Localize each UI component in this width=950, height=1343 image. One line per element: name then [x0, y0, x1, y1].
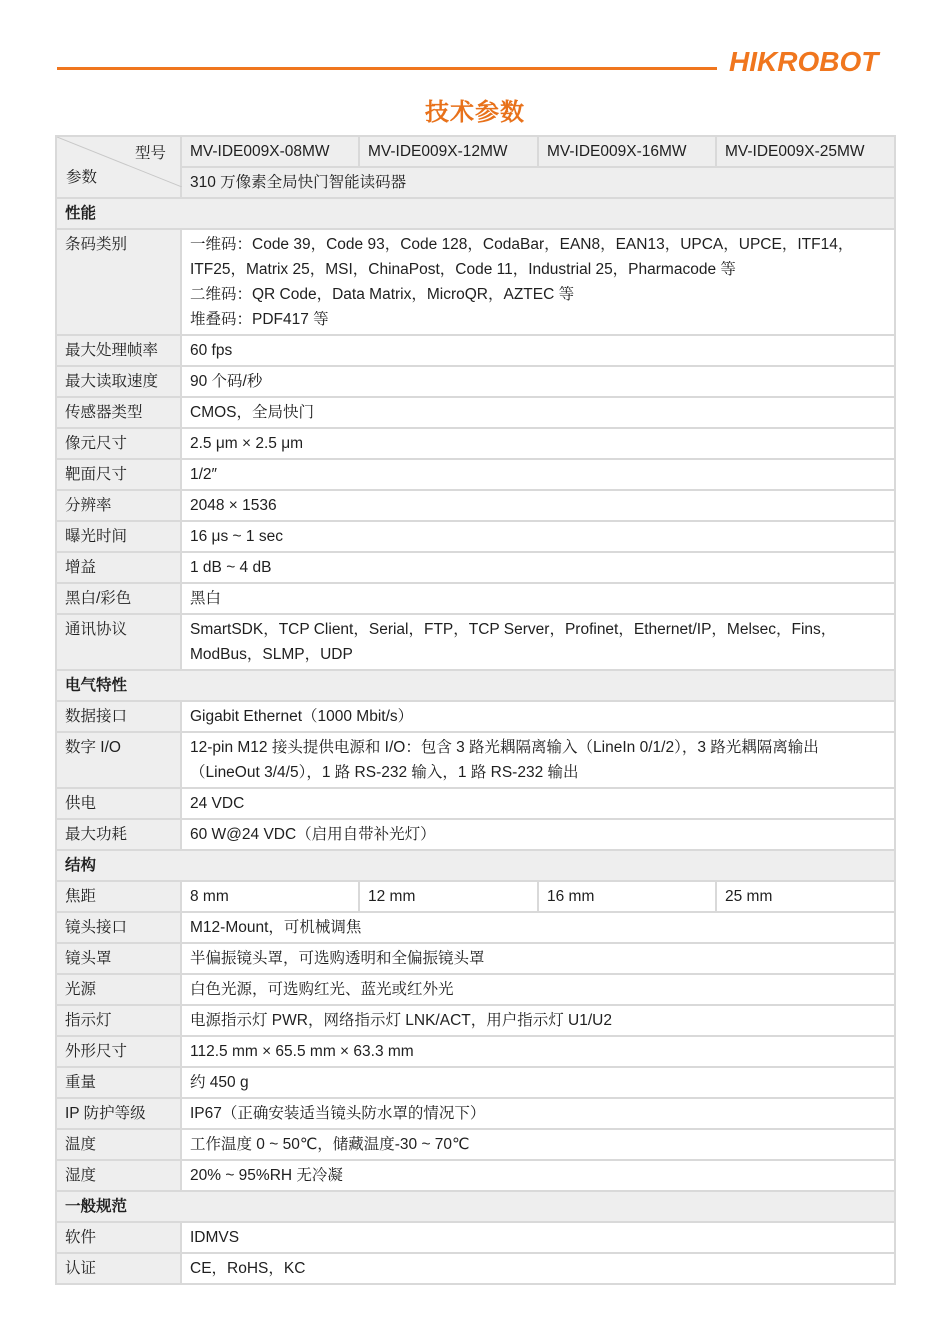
spec-value: 白色光源，可选购红光、蓝光或红外光 [181, 974, 895, 1005]
page-title: 技术参数 [425, 99, 525, 126]
product-description: 310 万像素全局快门智能读码器 [181, 167, 895, 198]
spec-value: 90 个码/秒 [181, 366, 895, 397]
spec-row [56, 881, 895, 912]
spec-value: IP67（正确安装适当镜头防水罩的情况下） [181, 1098, 895, 1129]
model-cell: MV-IDE009X-25MW [716, 136, 895, 167]
spec-label: 条码类别 [56, 229, 181, 335]
hikrobot-logo [727, 42, 902, 78]
spec-value: 60 W@24 VDC（启用自带补光灯） [181, 819, 895, 850]
spec-row [56, 1253, 895, 1284]
spec-value-line: （LineOut 3/4/5），1 路 RS-232 输入，1 路 RS-232 输出 [190, 764, 579, 781]
spec-value: 1/2″ [181, 459, 895, 490]
spec-value-line: ITF25，Matrix 25，MSI，ChinaPost，Code 11，Industrial 25，Pharmacode 等 [190, 261, 736, 278]
header-corner-cell [56, 136, 181, 198]
spec-label: 重量 [56, 1067, 181, 1098]
spec-value [181, 732, 895, 788]
spec-value: M12-Mount，可机械调焦 [181, 912, 895, 943]
spec-label: 像元尺寸 [56, 428, 181, 459]
spec-value: 24 VDC [181, 788, 895, 819]
spec-label: 增益 [56, 552, 181, 583]
model-label: 型号 [134, 145, 166, 162]
model-cell: MV-IDE009X-16MW [538, 136, 716, 167]
spec-row [56, 521, 895, 552]
spec-label: 最大处理帧率 [56, 335, 181, 366]
spec-label: 软件 [56, 1222, 181, 1253]
model-cell: MV-IDE009X-12MW [359, 136, 538, 167]
spec-row [56, 912, 895, 943]
spec-label: 认证 [56, 1253, 181, 1284]
section-header [56, 670, 895, 701]
section-title: 结构 [56, 850, 895, 881]
spec-label: 指示灯 [56, 1005, 181, 1036]
section-header [56, 1191, 895, 1222]
spec-row [56, 1222, 895, 1253]
spec-value: CMOS，全局快门 [181, 397, 895, 428]
spec-row [56, 819, 895, 850]
spec-row [56, 701, 895, 732]
spec-value-line: 堆叠码：PDF417 等 [190, 311, 329, 328]
spec-row [56, 552, 895, 583]
spec-label: 焦距 [56, 881, 181, 912]
spec-row [56, 732, 895, 788]
spec-row [56, 490, 895, 521]
spec-row [56, 583, 895, 614]
spec-row [56, 1005, 895, 1036]
spec-label: 黑白/彩色 [56, 583, 181, 614]
spec-value: 工作温度 0 ~ 50℃，储藏温度-30 ~ 70℃ [181, 1129, 895, 1160]
spec-value-line: 12-pin M12 接头提供电源和 I/O：包含 3 路光耦隔离输入（LineIn 0/1/2），3 路光耦隔离输出 [190, 739, 819, 756]
spec-label: 外形尺寸 [56, 1036, 181, 1067]
spec-label: 分辨率 [56, 490, 181, 521]
spec-label: 镜头罩 [56, 943, 181, 974]
section-header [56, 850, 895, 881]
spec-value: 约 450 g [181, 1067, 895, 1098]
focal-value: 16 mm [538, 881, 716, 912]
spec-value: 1 dB ~ 4 dB [181, 552, 895, 583]
logo-text: HIKROBOT [729, 46, 879, 77]
spec-value: 2048 × 1536 [181, 490, 895, 521]
spec-row [56, 614, 895, 670]
spec-row [56, 459, 895, 490]
spec-label: 曝光时间 [56, 521, 181, 552]
spec-value [181, 614, 895, 670]
spec-row [56, 366, 895, 397]
model-row [56, 136, 895, 167]
section-title: 电气特性 [56, 670, 895, 701]
spec-row [56, 1098, 895, 1129]
focal-value: 8 mm [181, 881, 359, 912]
spec-row [56, 974, 895, 1005]
spec-row [56, 397, 895, 428]
spec-row [56, 1036, 895, 1067]
section-header [56, 198, 895, 229]
spec-value: 20% ~ 95%RH 无冷凝 [181, 1160, 895, 1191]
spec-label: 数据接口 [56, 701, 181, 732]
spec-value: 黑白 [181, 583, 895, 614]
spec-row [56, 1067, 895, 1098]
focal-value: 25 mm [716, 881, 895, 912]
spec-value [181, 229, 895, 335]
spec-label: 温度 [56, 1129, 181, 1160]
spec-table [55, 135, 896, 1285]
spec-value: 2.5 μm × 2.5 μm [181, 428, 895, 459]
spec-value-line: ModBus，SLMP，UDP [190, 646, 353, 663]
spec-label: 靶面尺寸 [56, 459, 181, 490]
spec-value: 60 fps [181, 335, 895, 366]
section-title: 一般规范 [56, 1191, 895, 1222]
spec-row [56, 428, 895, 459]
param-label: 参数 [66, 169, 98, 186]
spec-label: 光源 [56, 974, 181, 1005]
spec-value: 半偏振镜头罩，可选购透明和全偏振镜头罩 [181, 943, 895, 974]
spec-value-line: SmartSDK，TCP Client，Serial，FTP，TCP Server，Profinet，Ethernet/IP，Melsec，Fins， [190, 621, 837, 638]
spec-value: 16 μs ~ 1 sec [181, 521, 895, 552]
model-cell: MV-IDE009X-08MW [181, 136, 359, 167]
spec-label: 镜头接口 [56, 912, 181, 943]
spec-row [56, 1129, 895, 1160]
spec-label: 传感器类型 [56, 397, 181, 428]
spec-value: 电源指示灯 PWR，网络指示灯 LNK/ACT，用户指示灯 U1/U2 [181, 1005, 895, 1036]
spec-label: 通讯协议 [56, 614, 181, 670]
header-accent-line [57, 67, 717, 70]
spec-row [56, 1160, 895, 1191]
spec-row [56, 943, 895, 974]
spec-value: Gigabit Ethernet（1000 Mbit/s） [181, 701, 895, 732]
spec-row [56, 335, 895, 366]
spec-label: IP 防护等级 [56, 1098, 181, 1129]
spec-value-line: 一维码：Code 39，Code 93，Code 128，CodaBar，EAN8，EAN13，UPCA，UPCE，ITF14， [190, 236, 854, 253]
spec-value: CE，RoHS，KC [181, 1253, 895, 1284]
spec-value: IDMVS [181, 1222, 895, 1253]
spec-label: 数字 I/O [56, 732, 181, 788]
spec-label: 供电 [56, 788, 181, 819]
spec-row [56, 788, 895, 819]
section-title: 性能 [56, 198, 895, 229]
focal-value: 12 mm [359, 881, 538, 912]
spec-value-line: 二维码：QR Code，Data Matrix，MicroQR，AZTEC 等 [190, 286, 575, 303]
spec-row [56, 229, 895, 335]
spec-label: 最大读取速度 [56, 366, 181, 397]
spec-value: 112.5 mm × 65.5 mm × 63.3 mm [181, 1036, 895, 1067]
spec-label: 湿度 [56, 1160, 181, 1191]
spec-label: 最大功耗 [56, 819, 181, 850]
